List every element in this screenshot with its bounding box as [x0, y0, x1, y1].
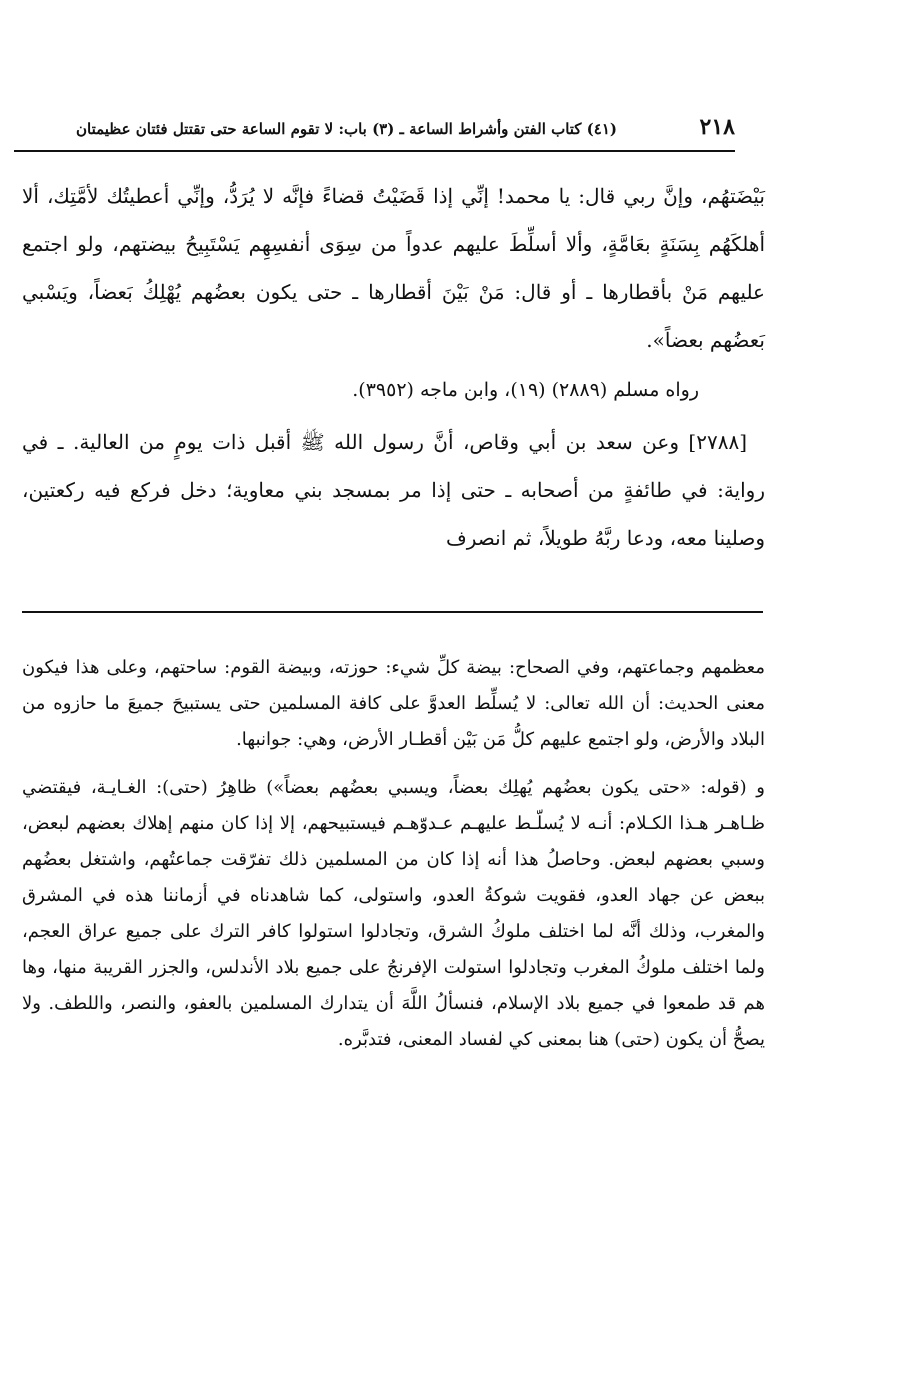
hadith-source: رواه مسلم (٢٨٨٩) (١٩)، وابن ماجه (٣٩٥٢).	[352, 379, 699, 401]
footnotes	[22, 650, 765, 1070]
header-rule	[14, 150, 735, 152]
footnote-rule	[22, 611, 763, 613]
footnote-paragraph: معظمهم وجماعتهم، وفي الصحاح: بيضة كلِّ شيء: حوزته، وبيضة القوم: ساحتهم، وعلى هذا فيكون معنى الحديث: أن الله تعالى: لا يُسلِّط العدوَّ على كافة المسلمين حتى يستبيحَ جميعَ ما حازوه من البلاد والأرض، ولو اجتمع عليهم كلُّ مَن بَيْن أقطـار الأرض، وهي: جوانبها.	[22, 657, 765, 750]
running-title: (٤١) كتاب الفتن وأشراط الساعة ـ (٣) باب: لا تقوم الساعة حتى تقتتل فئتان عظيمتان	[76, 120, 617, 138]
page-number: ٢١٨	[699, 114, 735, 140]
main-text	[22, 172, 765, 562]
footnote-paragraph: و (قوله: «حتى يكون بعضُهم يُهلِك بعضاً، ويسبي بعضُهم بعضاً») ظاهِرُ (حتى): الغـايـة، فيقتضي ظـاهـر هـذا الكـلام: أنـه لا يُسلّـط عليهـم عـدوّهـم فيستبيحهم، إلا إذا كان منهم إهلاك بعضهم لبعض، وسبي بعضهم لبعض. وحاصلُ هذا أنه إذا كان من المسلمين ذلك تفرّقت جماعتُهم، واشتغل بعضُهم ببعض عن جهاد العدو، فقويت شوكةُ العدو، واستولى، كما شاهدناه في أزماننا هذه في المشرق والمغرب، وذلك أنَّه لما اختلف ملوكُ الشرق، وتجادلوا استولوا كافر الترك على جميع عراق العجم، ولما اختلف ملوكُ المغرب وتجادلوا استولت الإفرنجُ على جميع بلاد الأندلس، والجزر القريبة منها، وها هم قد طمعوا في جميع بلاد الإسلام، فنسألُ اللَّهَ أن يتدارك المسلمين بالعفو، والنصر، واللطف. ولا يصحُّ أن يكون (حتى) هنا بمعنى كي لفساد المعنى، فتدبَّره.	[22, 777, 765, 1050]
hadith-2788: [٢٧٨٨] وعن سعد بن أبي وقاص، أنَّ رسول الله ﷺ أقبل ذات يومٍ من العالية. ـ في رواية: في طائفةٍ من أصحابه ـ حتى إذا مر بمسجد بني معاوية؛ دخل فركع فيه ركعتين، وصلينا معه، ودعا ربَّهُ طويلاً، ثم انصرف	[22, 430, 765, 550]
page-header	[14, 114, 735, 150]
hadith-text: بَيْضَتهُم، وإنَّ ربي قال: يا محمد! إنِّي إذا قَضَيْتُ قضاءً فإنَّه لا يُرَدُّ، وإنِّي أعطيتُك لأمَّتِك، ألا أهلكَهُم بِسَنَةٍ بعَامَّةٍ، وألا أسلِّطَ عليهم عدواً من سِوَى أنفسِهِم يَسْتَبِيحُ بيضتهم، ولو اجتمع عليهم مَنْ بأقطارها ـ أو قال: مَنْ بَيْنَ أقطارها ـ حتى يكون بعضُهم يُهْلِكُ بَعضاً، ويَسْبي بَعضُهم بعضاً».	[22, 184, 765, 352]
